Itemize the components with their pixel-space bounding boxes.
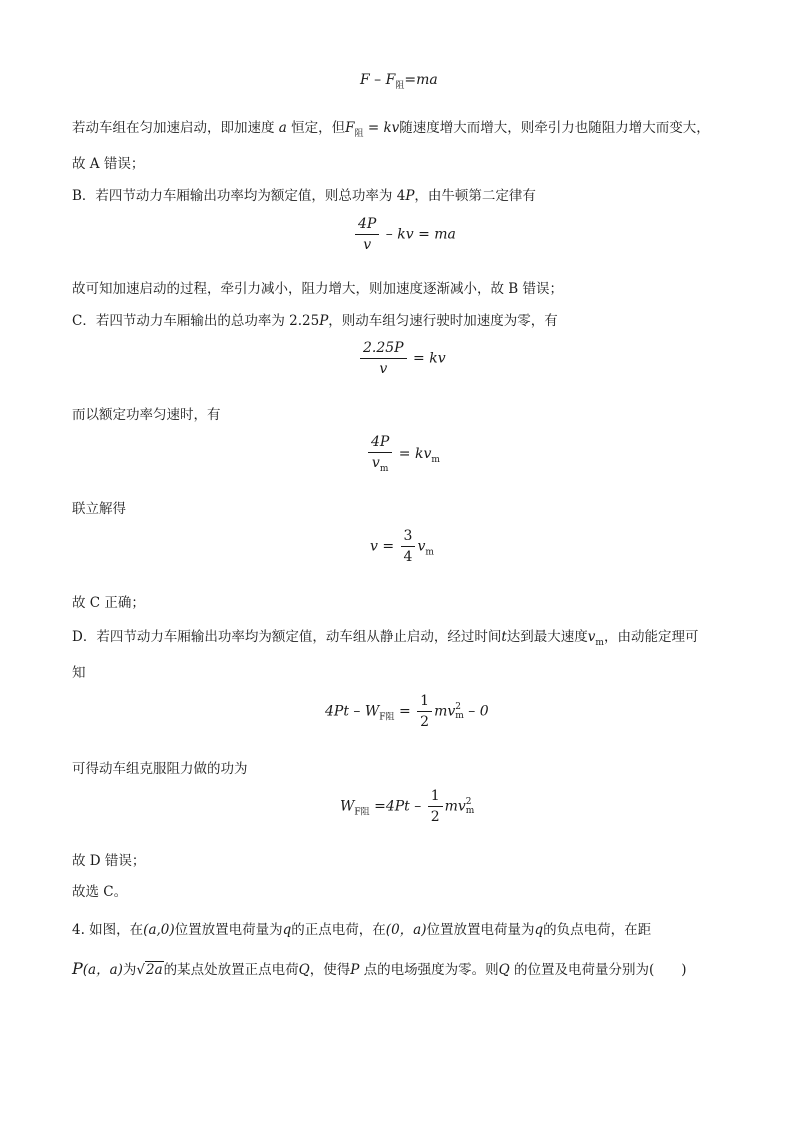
text-option-d-line4: 故 D 错误； [72, 853, 146, 869]
question-4-line1: 4. 如图，在(a,0)位置放置电荷量为q的正点电荷，在(0，a)位置放置电荷量为q的负点电荷，在距 [72, 922, 652, 938]
question-4-line2: P(a，a)为√2a的某点处放置正点电荷Q，使得P 点的电场强度为零。则Q 的位置及电荷量分别为( ) [72, 959, 687, 978]
text-option-c-line4: 故 C 正确； [72, 595, 145, 611]
text-option-c-line2: 而以额定功率匀速时，有 [72, 407, 221, 423]
equation-c2: $\frac{4P}{v_m}$ = $kv_m$ [366, 434, 440, 474]
equation-d2: $W_{F阻} =4Pt$ – $\frac{1}{2}$ mv 2 m [340, 788, 475, 825]
text-option-c-line3: 联立解得 [72, 501, 126, 517]
text-option-b-line1: B．若四节动力车厢输出功率均为额定值，则总功率为 4P，由牛顿第二定律有 [72, 188, 536, 204]
text-option-a-line2: 故 A 错误； [72, 156, 145, 172]
text-option-a-line1: 若动车组在匀加速启动，即加速度 a 恒定，但$F_阻$ = kv随速度增大而增大，则牵引力也随阻力增大而变大， [72, 120, 710, 139]
text-option-d-line2: 知 [72, 665, 86, 681]
text-option-d-line3: 可得动车组克服阻力做的功为 [72, 761, 248, 777]
text-option-d-line1: D．若四节动力车厢输出功率均为额定值，动车组从静止启动，经过时间t达到最大速度$v_m$，由动能定理可 [72, 629, 699, 648]
text-option-b-line2: 故可知加速启动的过程，牵引力减小，阻力增大，则加速度逐渐减小，故 B 错误； [72, 281, 564, 297]
equation-c-result: v = $\frac{3}{4}$ $v_m$ [370, 528, 434, 565]
equation-d1: $4Pt - W_{F阻}$ = $\frac{1}{2}$ mv 2 m – 0 [325, 693, 489, 730]
text-conclusion: 故选 C。 [72, 884, 128, 900]
equation-b: $\frac{4P}{v}$ – kv = ma [353, 216, 456, 253]
equation-c1: $\frac{2.25P}{v}$ = kv [358, 340, 446, 377]
equation-newton-second-law: $F - F_阻=ma$ [360, 72, 438, 91]
text-option-c-line1: C．若四节动力车厢输出的总功率为 2.25P，则动车组匀速行驶时加速度为零，有 [72, 313, 558, 329]
